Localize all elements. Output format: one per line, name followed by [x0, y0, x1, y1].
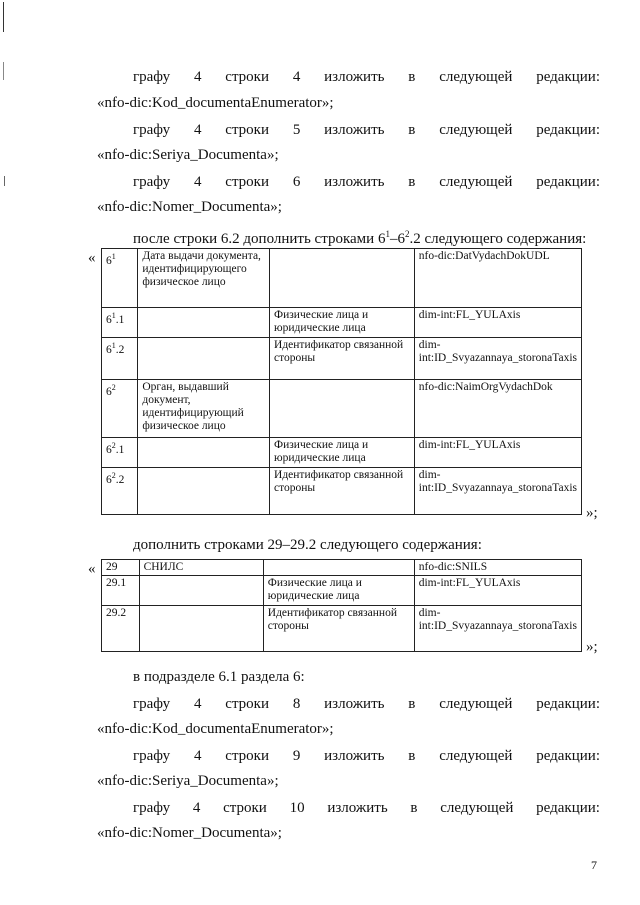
close-quote: »; [586, 639, 598, 655]
paragraph-line: графу 4 строки 10 изложить в следующей редакции: [133, 800, 600, 816]
paragraph-line: «nfo-dic:Nomer_Documenta»; [97, 825, 282, 841]
paragraph-line: графу 4 строки 5 изложить в следующей редакции: [133, 122, 600, 138]
table-row: 29.2 Идентификатор связанной стороны dim-int:ID_Svyazannaya_storonaTaxis [102, 606, 582, 652]
paragraph-line: «nfo-dic:Seriya_Documenta»; [97, 773, 279, 789]
close-quote: »; [586, 505, 598, 521]
paragraph-line: «nfo-dic:Kod_documentaEnumerator»; [97, 721, 334, 737]
scan-mark [4, 176, 5, 186]
paragraph-line: «nfo-dic:Kod_documentaEnumerator»; [97, 95, 334, 111]
table-row: 29.1 Физические лица и юридические лица dim-int:FL_YULAxis [102, 576, 582, 606]
scan-mark [3, 2, 4, 32]
paragraph-line: графу 4 строки 9 изложить в следующей редакции: [133, 748, 600, 764]
table-row: $6^1.1$ Физические лица и юридические лица dim-int:FL_YULAxis [102, 308, 582, 338]
table-row: 29 СНИЛС nfo-dic:SNILS [102, 560, 582, 576]
page-number: 7 [591, 858, 597, 872]
paragraph-line: дополнить строками 29–29.2 следующего содержания: [133, 537, 482, 553]
open-quote: « [88, 250, 96, 266]
paragraph-line: графу 4 строки 4 изложить в следующей редакции: [133, 69, 600, 85]
paragraph-line: «nfo-dic:Seriya_Documenta»; [97, 147, 279, 163]
paragraph-line: «nfo-dic:Nomer_Documenta»; [97, 199, 282, 215]
table-row: $6^2.2$ Идентификатор связанной стороны dim-int:ID_Svyazannaya_storonaTaxis [102, 468, 582, 515]
data-table [101, 559, 582, 652]
table-row: $6^2.1$ Физические лица и юридические лица dim-int:FL_YULAxis [102, 438, 582, 468]
table-row: $6^1$ Дата выдачи документа, идентифицирующего физическое лицо nfo-dic:DatVydachDokUDL [102, 249, 582, 308]
paragraph-line: после строки 6.2 дополнить строками $6^1-6^2.2$ следующего содержания: [133, 229, 587, 247]
data-table [101, 248, 582, 515]
scan-mark [3, 62, 4, 80]
table-row: $6^1.2$ Идентификатор связанной стороны dim-int:ID_Svyazannaya_storonaTaxis [102, 338, 582, 380]
table-row: $6^2$ Орган, выдавший документ, идентифицирующий физическое лицо nfo-dic:NaimOrgVydachDok [102, 380, 582, 438]
paragraph-line: графу 4 строки 6 изложить в следующей редакции: [133, 174, 600, 190]
open-quote: « [88, 561, 96, 577]
paragraph-line: графу 4 строки 8 изложить в следующей редакции: [133, 696, 600, 712]
paragraph-line: в подразделе 6.1 раздела 6: [133, 669, 305, 685]
